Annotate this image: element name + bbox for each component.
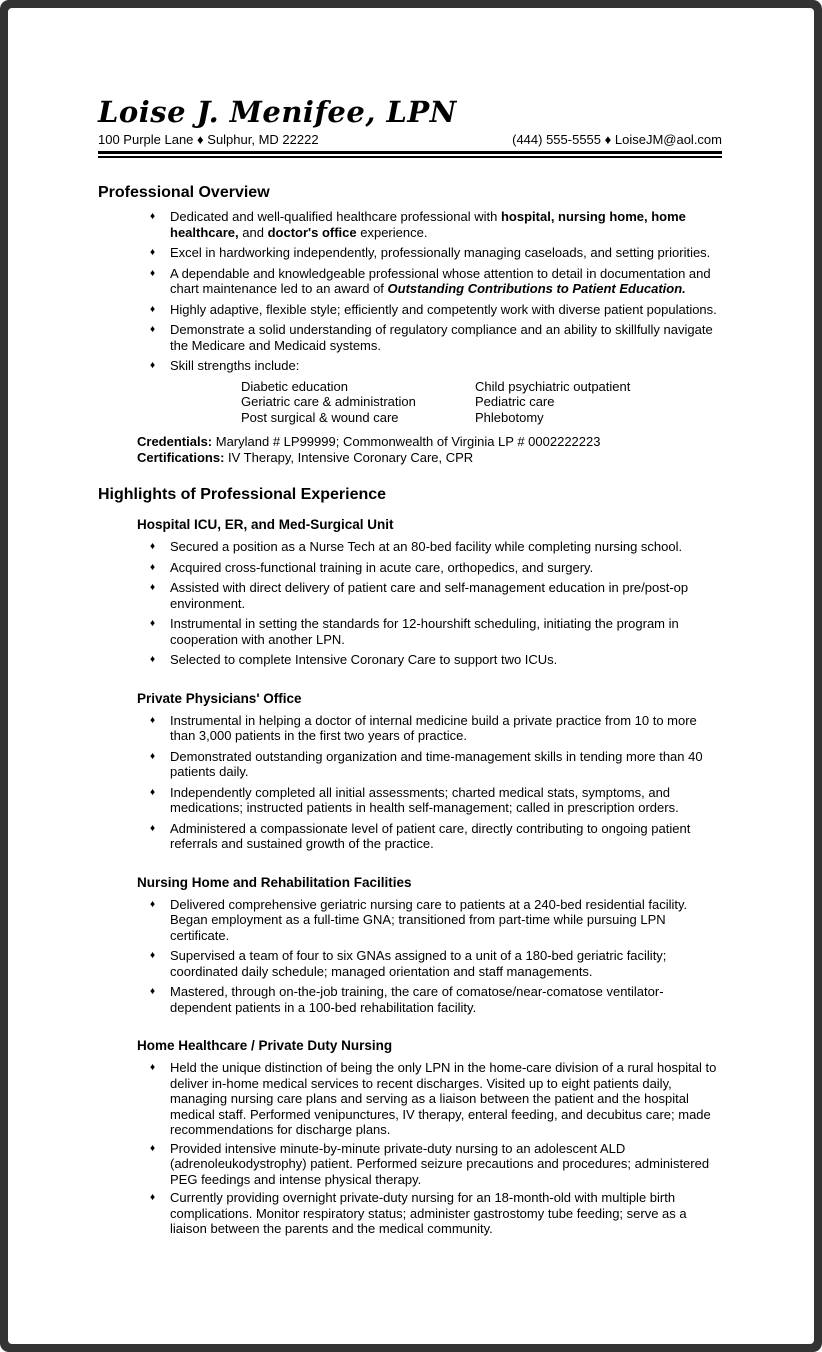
diamond-bullet-icon: ♦	[150, 786, 156, 798]
subsection-bullet-list	[150, 539, 722, 668]
credentials-line	[137, 434, 722, 450]
bullet-text: Independently completed all initial assessments; charted medical stats, symptoms, and medications; instructed patients in health self-management; called in prescription orders.	[170, 784, 679, 815]
bullet-item	[150, 713, 722, 744]
diamond-bullet-icon: ♦	[150, 714, 156, 726]
resume-content	[8, 8, 814, 1237]
diamond-bullet-icon: ♦	[150, 360, 156, 371]
certifications-line	[137, 450, 722, 466]
credentials-label: Credentials:	[137, 434, 213, 449]
bullet-item	[150, 209, 722, 240]
person-name: Loise J. Menifee, LPN	[98, 95, 457, 129]
certifications-label: Certifications:	[137, 449, 225, 465]
bullet-item	[150, 749, 722, 780]
bullet-item	[150, 785, 722, 816]
experience-title: Highlights of Professional Experience	[98, 486, 387, 503]
diamond-bullet-icon: ♦	[150, 582, 156, 593]
bullet-item	[150, 358, 722, 374]
subsection-heading: Private Physicians' Office	[137, 690, 302, 706]
bullet-text: Instrumental in setting the standards for 12-hourshift scheduling, initiating the program in cooperation with another LPN.	[170, 616, 679, 647]
bullet-item	[150, 302, 722, 318]
address: 100 Purple Lane ♦ Sulphur, MD 22222	[98, 132, 319, 147]
skill-column-left	[241, 379, 475, 426]
diamond-bullet-icon: ♦	[150, 267, 156, 279]
diamond-bullet-icon: ♦	[150, 822, 156, 834]
bullet-text: Excel in hardworking independently, professionally managing caseloads, and setting priorities.	[170, 245, 711, 260]
credentials-block	[137, 434, 722, 465]
bullet-item	[150, 652, 722, 668]
bullet-text: Demonstrated outstanding organization and time-management skills in tending more than 40 patients daily.	[170, 748, 703, 779]
skill-strengths-columns	[241, 379, 722, 426]
bullet-text: Supervised a team of four to six GNAs assigned to a unit of a 180-bed geriatric facility; coordinated daily schedule; managed orientation and staff managements.	[170, 948, 667, 979]
bullet-item	[150, 245, 722, 261]
bullet-text: Administered a compassionate level of patient care, directly contributing to ongoing patient referrals and sustained growth of the practice.	[170, 820, 691, 851]
diamond-bullet-icon: ♦	[150, 1142, 156, 1154]
bullet-text: Held the unique distinction of being the only LPN in the home-care division of a rural hospital to deliver in-home medical services to recent discharges. Visited up to eight patients daily, managing nursing care plans and serving as a liaison between the patient and the hospital medical staff. Performed venipunctures, IV therapy, enteral feeding, and decubitus care; made recommendations for discharge plans.	[170, 1060, 717, 1137]
subsection-nursing-home	[98, 874, 722, 1016]
diamond-bullet-icon: ♦	[150, 618, 156, 629]
diamond-bullet-icon: ♦	[150, 898, 156, 910]
overview-bullet-list	[150, 209, 722, 374]
skill-item: Post surgical & wound care	[241, 409, 399, 425]
bullet-item	[150, 266, 722, 297]
diamond-bullet-icon: ♦	[150, 247, 156, 258]
bullet-item	[150, 539, 722, 555]
skill-item: Child psychiatric outpatient	[475, 378, 631, 394]
diamond-bullet-icon: ♦	[150, 950, 156, 961]
bullet-text: Highly adaptive, flexible style; efficiently and competently work with diverse patient populations.	[170, 301, 717, 317]
diamond-bullet-icon: ♦	[150, 986, 156, 997]
bullet-item	[150, 560, 722, 576]
resume-page	[8, 8, 814, 1344]
subsection-private-physicians	[98, 690, 722, 852]
section-professional-overview	[98, 183, 722, 465]
subsection-heading: Hospital ICU, ER, and Med-Surgical Unit	[137, 517, 394, 532]
bullet-text: Currently providing overnight private-duty nursing for an 18-month-old with multiple birth complications. Monitor respiratory status; administer gastrostomy tube feeding; serve as a liaison between the parents and the medical community.	[170, 1190, 687, 1236]
bullet-text: Acquired cross-functional training in acute care, orthopedics, and surgery.	[170, 559, 594, 575]
header	[98, 96, 722, 158]
bullet-text: Delivered comprehensive geriatric nursing care to patients at a 240-bed residential facility. Began employment as a full-time GNA; transitioned from part-time while pursuing LPN certificate.	[170, 896, 688, 943]
bullet-item	[150, 948, 722, 979]
skill-item: Pediatric care	[475, 394, 555, 409]
bullet-text: Secured a position as a Nurse Tech at an 80-bed facility while completing nursing school.	[170, 539, 683, 554]
bullet-text: Assisted with direct delivery of patient care and self-management education in pre/post-op environment.	[170, 580, 689, 611]
bullet-text: Demonstrate a solid understanding of regulatory compliance and an ability to skillfully navigate the Medicare and Medicaid systems.	[170, 322, 713, 353]
bullet-item	[150, 984, 722, 1015]
skill-item: Phlebotomy	[475, 409, 544, 425]
diamond-bullet-icon: ♦	[150, 1192, 156, 1203]
diamond-bullet-icon: ♦	[150, 211, 156, 222]
diamond-bullet-icon: ♦	[150, 303, 156, 315]
subsection-bullet-list	[150, 897, 722, 1016]
subsection-heading: Nursing Home and Rehabilitation Facilities	[137, 874, 412, 890]
bullet-text: A dependable and knowledgeable professional whose attention to detail in documentation and chart maintenance led to an award of Outstanding Contributions to Patient Education.	[170, 265, 711, 296]
contact-row	[98, 132, 722, 147]
bullet-text: Dedicated and well-qualified healthcare professional with hospital, nursing home, home healthcare, and doctor's office experience.	[170, 209, 686, 240]
bullet-item	[150, 616, 722, 647]
skill-item: Geriatric care & administration	[241, 394, 416, 409]
header-rule	[98, 151, 722, 158]
diamond-bullet-icon: ♦	[150, 1062, 156, 1073]
bullet-item	[150, 821, 722, 852]
bullet-item	[150, 897, 722, 944]
certifications-value: IV Therapy, Intensive Coronary Care, CPR	[224, 449, 474, 465]
subsection-hospital	[98, 516, 722, 668]
bullet-item	[150, 1060, 722, 1138]
diamond-bullet-icon: ♦	[150, 324, 156, 335]
section-experience	[98, 485, 722, 1237]
subsection-bullet-list	[150, 713, 722, 852]
bullet-text: Instrumental in helping a doctor of internal medicine build a private practice from 10 to more than 3,000 patients in the first two years of practice.	[170, 712, 697, 743]
diamond-bullet-icon: ♦	[150, 541, 156, 552]
bullet-text: Skill strengths include:	[170, 358, 300, 373]
bullet-text: Provided intensive minute-by-minute private-duty nursing to an adolescent ALD (adrenoleukodystrophy) patient. Performed seizure precautions and procedures; administered PEG feedings and intense physical therapy.	[170, 1140, 710, 1187]
phone-email: (444) 555-5555 ♦ LoiseJM@aol.com	[512, 132, 722, 147]
bullet-text: Selected to complete Intensive Coronary Care to support two ICUs.	[170, 652, 558, 667]
bullet-item	[150, 580, 722, 611]
subsection-bullet-list	[150, 1060, 722, 1237]
bullet-text: Mastered, through on-the-job training, the care of comatose/near-comatose ventilator-dependent patients in a 100-bed rehabilitation facility.	[170, 984, 664, 1015]
bullet-item	[150, 1141, 722, 1188]
bullet-item	[150, 322, 722, 353]
overview-title: Professional Overview	[98, 184, 270, 201]
bullet-item	[150, 1190, 722, 1237]
skill-item: Diabetic education	[241, 378, 348, 394]
subsection-home-healthcare	[98, 1037, 722, 1237]
skill-column-right	[475, 379, 630, 426]
diamond-bullet-icon: ♦	[150, 654, 156, 665]
diamond-bullet-icon: ♦	[150, 561, 156, 573]
diamond-bullet-icon: ♦	[150, 750, 156, 762]
subsection-heading: Home Healthcare / Private Duty Nursing	[137, 1038, 393, 1053]
credentials-value: Maryland # LP99999; Commonwealth of Virginia LP # 0002222223	[212, 434, 601, 449]
